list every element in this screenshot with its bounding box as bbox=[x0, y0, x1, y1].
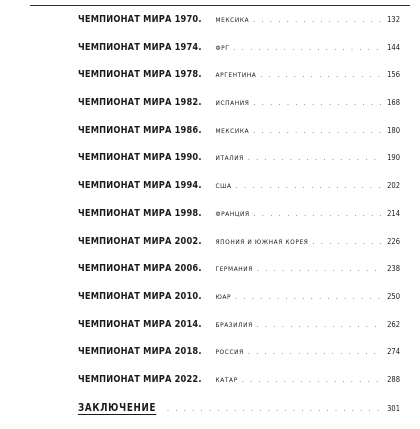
toc-entry-country: США bbox=[215, 182, 232, 191]
toc-entry-page: 214 bbox=[387, 208, 400, 218]
dot-leader bbox=[257, 321, 382, 329]
toc-entry-2002[interactable] bbox=[78, 236, 400, 264]
toc-entry-title: ЧЕМПИОНАТ МИРА 1994. bbox=[78, 180, 202, 192]
toc-entry-2022[interactable] bbox=[78, 374, 400, 402]
toc-entry-country: МЕКСИКА bbox=[215, 16, 250, 24]
toc-entry-country: ИТАЛИЯ bbox=[215, 154, 244, 163]
toc-entry-page: 226 bbox=[387, 236, 400, 246]
toc-entry-title: ЧЕМПИОНАТ МИРА 1986. bbox=[78, 124, 202, 136]
toc-entry-page: 156 bbox=[387, 70, 400, 80]
dot-leader bbox=[236, 182, 382, 190]
toc-entry-country: КАТАР bbox=[215, 375, 238, 384]
toc-entry-title: ЧЕМПИОНАТ МИРА 1978. bbox=[78, 69, 202, 81]
toc-conclusion-page: 301 bbox=[387, 403, 400, 413]
top-rule bbox=[30, 5, 410, 6]
toc-entry-1994[interactable] bbox=[78, 180, 400, 208]
toc-entry-1978[interactable] bbox=[78, 69, 400, 97]
toc-entry-2018[interactable] bbox=[78, 346, 400, 374]
toc-entry-country: БРАЗИЛИЯ bbox=[215, 320, 253, 329]
toc-entry-page: 238 bbox=[387, 264, 400, 274]
dot-leader bbox=[248, 154, 382, 162]
toc-entry-title: ЧЕМПИОНАТ МИРА 2002. bbox=[78, 235, 202, 247]
toc-entry-country: АРГЕНТИНА bbox=[215, 71, 257, 80]
toc-entry-2010[interactable] bbox=[78, 291, 400, 319]
toc-entry-page: 180 bbox=[387, 125, 400, 135]
dot-leader bbox=[312, 238, 382, 246]
toc-entry-1982[interactable] bbox=[78, 97, 400, 125]
toc-entry-1998[interactable] bbox=[78, 208, 400, 236]
toc-entry-page: 288 bbox=[387, 374, 400, 384]
toc-entry-country: ФРГ bbox=[215, 43, 230, 52]
toc-conclusion-title: ЗАКЛЮЧЕНИЕ bbox=[78, 401, 157, 414]
toc-entry-country: ЯПОНИЯ И ЮЖНАЯ КОРЕЯ bbox=[215, 237, 309, 246]
toc-entry-title: ЧЕМПИОНАТ МИРА 1970. bbox=[78, 14, 202, 25]
toc-entry-country: ИСПАНИЯ bbox=[215, 99, 250, 108]
toc-entry-1986[interactable] bbox=[78, 125, 400, 153]
dot-leader bbox=[242, 376, 382, 384]
toc-entry-page: 202 bbox=[387, 181, 400, 191]
dot-leader bbox=[167, 405, 382, 413]
toc-entry-title: ЧЕМПИОНАТ МИРА 2022. bbox=[78, 373, 202, 385]
toc-entry-country: ФРАНЦИЯ bbox=[215, 209, 250, 218]
table-of-contents bbox=[78, 14, 400, 429]
toc-entry-title: ЧЕМПИОНАТ МИРА 1982. bbox=[78, 97, 202, 109]
dot-leader bbox=[253, 127, 382, 135]
toc-entry-country: ЮАР bbox=[215, 292, 232, 301]
dot-leader bbox=[248, 348, 382, 356]
dot-leader bbox=[257, 265, 382, 273]
toc-entry-page: 190 bbox=[387, 153, 400, 163]
toc-entry-2006[interactable] bbox=[78, 263, 400, 291]
dot-leader bbox=[253, 16, 382, 24]
toc-entry-title: ЧЕМПИОНАТ МИРА 2006. bbox=[78, 263, 202, 275]
toc-entry-conclusion[interactable] bbox=[78, 402, 400, 429]
toc-entry-title: ЧЕМПИОНАТ МИРА 2010. bbox=[78, 290, 202, 302]
dot-leader bbox=[233, 44, 382, 52]
toc-entry-country: РОССИЯ bbox=[215, 348, 244, 357]
toc-entry-title: ЧЕМПИОНАТ МИРА 1974. bbox=[78, 41, 202, 53]
toc-entry-title: ЧЕМПИОНАТ МИРА 1990. bbox=[78, 152, 202, 164]
toc-entry-1990[interactable] bbox=[78, 152, 400, 180]
toc-entry-country: МЕКСИКА bbox=[215, 126, 250, 135]
dot-leader bbox=[253, 99, 382, 107]
toc-entry-2014[interactable] bbox=[78, 319, 400, 347]
toc-entry-page: 144 bbox=[387, 42, 400, 52]
toc-entry-title: ЧЕМПИОНАТ МИРА 2014. bbox=[78, 318, 202, 330]
toc-entry-page: 262 bbox=[387, 319, 400, 329]
dot-leader bbox=[260, 71, 382, 79]
toc-entry-page: 250 bbox=[387, 291, 400, 301]
dot-leader bbox=[235, 293, 382, 301]
dot-leader bbox=[254, 210, 382, 218]
toc-entry-title: ЧЕМПИОНАТ МИРА 2018. bbox=[78, 346, 202, 358]
toc-entry-page: 274 bbox=[387, 347, 400, 357]
toc-entry-page: 132 bbox=[387, 15, 400, 24]
toc-entry-country: ГЕРМАНИЯ bbox=[215, 265, 253, 274]
toc-entry-title: ЧЕМПИОНАТ МИРА 1998. bbox=[78, 207, 202, 219]
toc-entry-1970[interactable] bbox=[78, 14, 400, 42]
toc-entry-1974[interactable] bbox=[78, 42, 400, 70]
toc-entry-page: 168 bbox=[387, 98, 400, 108]
